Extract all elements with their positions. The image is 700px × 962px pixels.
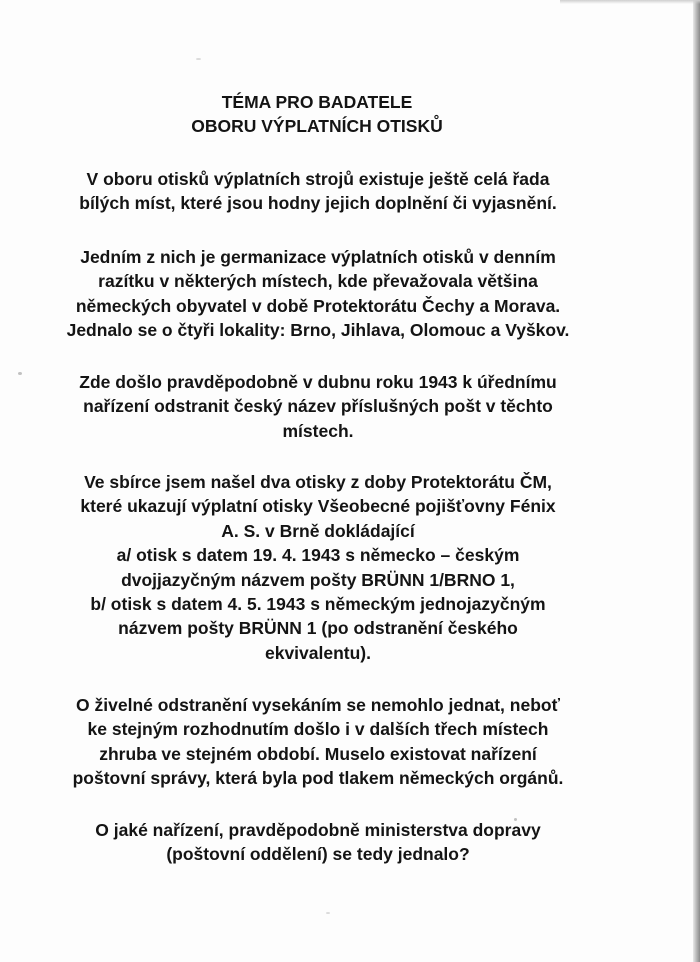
paragraph-line: Jedním z nich je germanizace výplatních otisků v denním [80, 247, 556, 267]
paragraph-line: nařízení odstranit český název příslušných pošt v těchto [83, 396, 553, 417]
paragraph-line: německých obyvatel v době Protektorátu Čechy a Morava. [75, 295, 561, 316]
scan-top-shadow [560, 0, 700, 4]
paragraph-line: A. S. v Brně dokládající [221, 520, 415, 541]
paragraph-question [40, 818, 596, 867]
paragraph-germanization [40, 245, 596, 343]
paragraph-line: O jaké nařízení, pravděpodobně ministerstva dopravy [95, 820, 541, 840]
paragraph-line: razítku v některých místech, kde převažovala většina [98, 271, 538, 292]
paragraph-line: zhruba ve stejném období. Muselo existovat nařízení [99, 743, 537, 764]
paragraph-reasoning [40, 693, 596, 791]
title-line: TÉMA PRO BADATELE [221, 92, 413, 112]
paragraph-line: (poštovní oddělení) se tedy jednalo? [166, 844, 470, 865]
document-title [0, 90, 634, 138]
paragraph-collection [40, 470, 596, 665]
paragraph-line: a/ otisk s datem 19. 4. 1943 s německo – českým [116, 545, 520, 566]
paragraph-line: bílých míst, které jsou hodny jejich doplnění či vyjasnění. [79, 193, 557, 214]
paragraph-line: ke stejným rozhodnutím došlo i v dalších třech místech [87, 719, 549, 740]
paragraph-line: b/ otisk s datem 4. 5. 1943 s německým jednojazyčným [90, 594, 546, 615]
title-line: OBORU VÝPLATNÍCH OTISKŮ [191, 116, 443, 136]
paragraph-intro [40, 167, 596, 216]
paragraph-line: Zde došlo pravděpodobně v dubnu roku 1943 k úřednímu [79, 372, 557, 392]
paragraph-line: názvem pošty BRÜNN 1 (po odstranění českého [118, 618, 518, 639]
paragraph-line: O živelné odstranění vysekáním se nemohlo jednat, neboť [76, 695, 560, 715]
paragraph-order [40, 370, 596, 443]
scan-speck [326, 912, 330, 914]
paragraph-line: které ukazují výplatní otisky Všeobecné pojišťovny Fénix [80, 496, 556, 517]
paragraph-line: dvojjazyčným názvem pošty BRÜNN 1/BRNO 1, [121, 569, 515, 590]
paragraph-line: Ve sbírce jsem našel dva otisky z doby Protektorátu ČM, [84, 472, 552, 492]
paragraph-line: V oboru otisků výplatních strojů existuje ještě celá řada [86, 169, 550, 189]
paragraph-line: poštovní správy, která byla pod tlakem německých orgánů. [72, 768, 564, 789]
scan-edge-shadow [693, 0, 700, 962]
paragraph-line: Jednalo se o čtyři lokality: Brno, Jihlava, Olomouc a Vyškov. [66, 320, 570, 341]
paragraph-line: místech. [282, 420, 354, 441]
paragraph-line: ekvivalentu). [264, 642, 372, 663]
scan-speck [18, 372, 22, 375]
scan-speck [196, 58, 201, 60]
